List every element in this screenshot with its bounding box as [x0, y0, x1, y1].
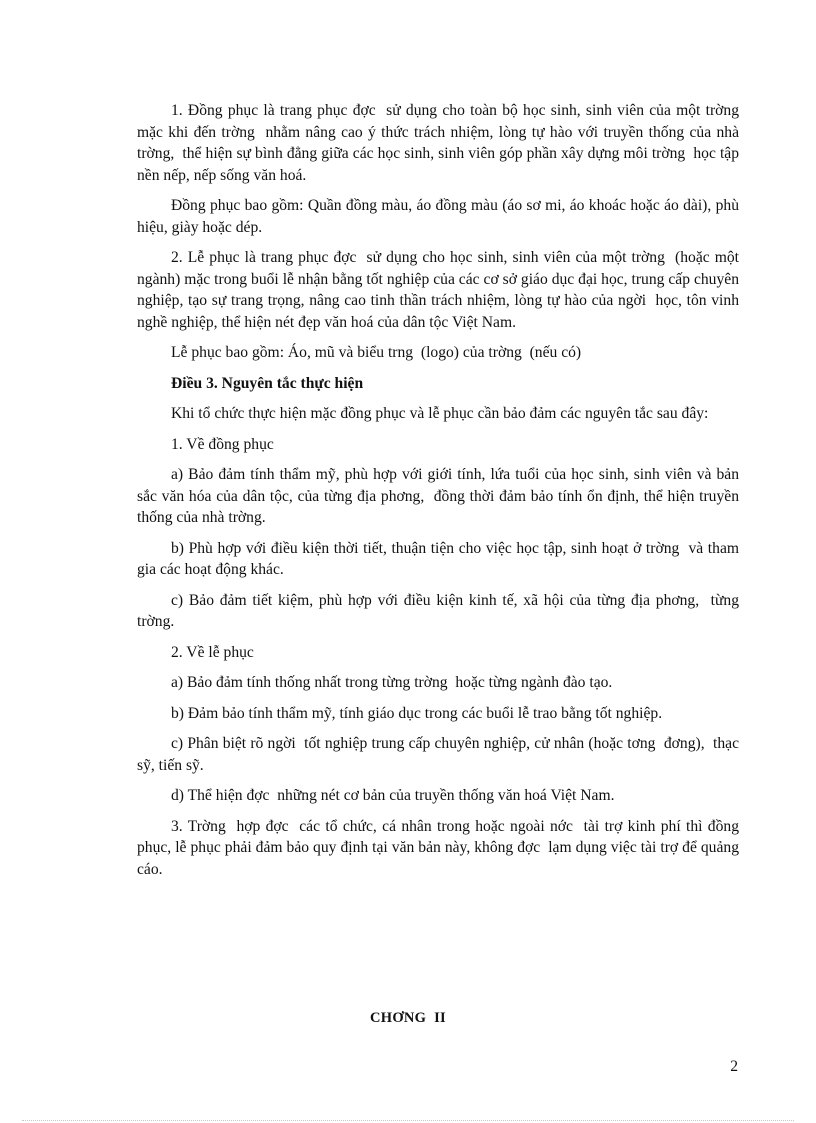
paragraph-13: b) Đảm bảo tính thẩm mỹ, tính giáo dục trong các buổi lễ trao bằng tốt nghiệp.: [171, 704, 663, 722]
paragraph-4: Lễ phục bao gồm: Áo, mũ và biểu trng (logo) của trờng (nếu có): [171, 344, 582, 361]
paragraph-1: 1. Đồng phục là trang phục đợc sử dụng cho toàn bộ học sinh, sinh viên của một trờng mặc khi đến trờng nhằm nâng cao ý thức trách nhiệm, lòng tự hào với truyền thống của nhà trờng, thể hiện sự bình đẳng giữa các học sinh, sinh viên góp phần xây dựng môi trờng học tập nền nếp, nếp sống văn hoá.: [137, 102, 747, 184]
paragraph-16: 3. Trờng hợp đợc các tổ chức, cá nhân trong hoặc ngoài nớc tài trợ kinh phí thì đồng phục, lễ phục phải đảm bảo quy định tại văn bản này, không đợc lạm dụng việc tài trợ để quảng cáo.: [137, 817, 743, 878]
page-bottom-divider: [22, 1120, 794, 1121]
paragraph-12: a) Bảo đảm tính thống nhất trong từng trờng hoặc từng ngành đào tạo.: [171, 674, 613, 691]
paragraph-9: b) Phù hợp với điều kiện thời tiết, thuận tiện cho việc học tập, sinh hoạt ở trờng và tham gia các hoạt động khác.: [137, 539, 743, 578]
paragraph-6: Khi tổ chức thực hiện mặc đồng phục và lễ phục cần bảo đảm các nguyên tắc sau đây:: [171, 405, 709, 422]
paragraph-15: d) Thể hiện đợc những nét cơ bản của truyền thống văn hoá Việt Nam.: [171, 787, 615, 804]
paragraph-2: Đồng phục bao gồm: Quần đồng màu, áo đồng màu (áo sơ mi, áo khoác hoặc áo dài), phù hiệu, giày hoặc dép.: [137, 197, 743, 236]
paragraph-7: 1. Về đồng phục: [171, 435, 274, 453]
paragraph-8: a) Bảo đảm tính thẩm mỹ, phù hợp với giới tính, lứa tuổi của học sinh, sinh viên và bản sắc văn hóa của dân tộc, của từng địa phơng, đồng thời đảm bảo tính ổn định, thể hiện truyền thống của nhà trờng.: [137, 466, 743, 526]
page-number: 2: [730, 1058, 738, 1075]
paragraph-14: c) Phân biệt rõ ngời tốt nghiệp trung cấp chuyên nghiệp, cử nhân (hoặc tơng đơng), thạc sỹ, tiến sỹ.: [137, 735, 743, 774]
article-3-heading: Điều 3. Nguyên tắc thực hiện: [171, 374, 364, 392]
paragraph-10: c) Bảo đảm tiết kiệm, phù hợp với điều kiện kinh tế, xã hội của từng địa phơng, từng trờng.: [137, 591, 743, 630]
document-body: [137, 100, 747, 889]
paragraph-3: 2. Lễ phục là trang phục đợc sử dụng cho học sinh, sinh viên của một trờng (hoặc một ngành) mặc trong buổi lễ nhận bằng tốt nghiệp của các cơ sở giáo dục đại học, trung cấp chuyên nghiệp, tạo sự trang trọng, nâng cao tinh thần trách nhiệm, lòng tự hào của ngời học, tôn vinh nghề nghiệp, thể hiện nét đẹp văn hoá của dân tộc Việt Nam.: [137, 249, 743, 331]
chapter-heading: CHƠNG II: [369, 1010, 446, 1026]
paragraph-11: 2. Về lễ phục: [171, 643, 254, 661]
